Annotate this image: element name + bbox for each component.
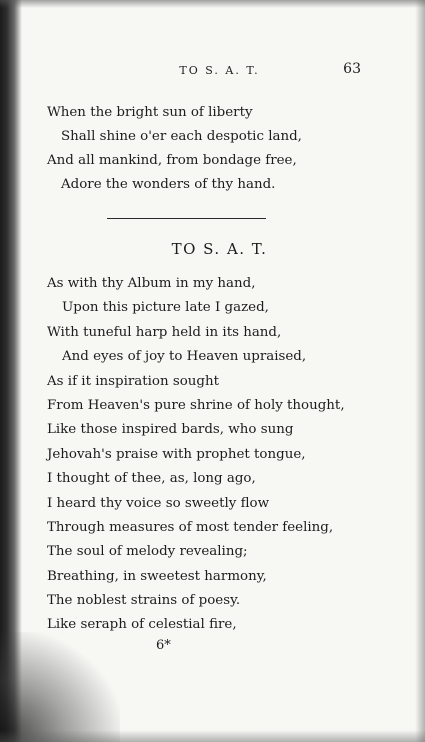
bottom-edge-shadow [0, 730, 425, 742]
verse-line: I heard thy voice so sweetly flow [47, 495, 270, 511]
signature-mark: 6* [156, 638, 171, 653]
verse-line: Like those inspired bards, who sung [47, 422, 294, 438]
verse-line: Adore the wonders of thy hand. [61, 177, 276, 192]
verse-line: Upon this picture late I gazed, [62, 300, 269, 316]
verse-line: And all mankind, from bondage free, [47, 153, 297, 168]
poem-body [0, 272, 425, 638]
corner-shadow [0, 632, 120, 742]
top-edge-shadow [0, 0, 425, 8]
section-divider [107, 218, 266, 219]
verse-line: Shall shine o'er each despotic land, [61, 129, 302, 144]
verse-line: As with thy Album in my hand, [47, 276, 256, 291]
verse-line: With tuneful harp held in its hand, [47, 324, 282, 340]
verse-line: From Heaven's pure shrine of holy thought, [47, 397, 345, 413]
verse-line: Like seraph of celestial fire, [47, 617, 237, 633]
verse-line: As if it inspiration sought [47, 373, 219, 389]
running-head: TO S. A. T. [179, 64, 260, 77]
verse-line: The noblest strains of poesy. [47, 593, 241, 609]
stanza-continued [0, 101, 425, 197]
page-number: 63 [343, 61, 361, 77]
verse-line: The soul of melody revealing; [47, 544, 248, 560]
verse-line: Breathing, in sweetest harmony, [47, 568, 267, 584]
verse-line: I thought of thee, as, long ago, [47, 471, 256, 487]
verse-line: Through measures of most tender feeling, [47, 519, 334, 535]
verse-line: When the bright sun of liberty [47, 105, 253, 120]
verse-line: And eyes of joy to Heaven upraised, [62, 349, 307, 365]
poem-title: TO S. A. T. [171, 240, 268, 258]
verse-line: Jehovah's praise with prophet tongue, [47, 446, 306, 462]
